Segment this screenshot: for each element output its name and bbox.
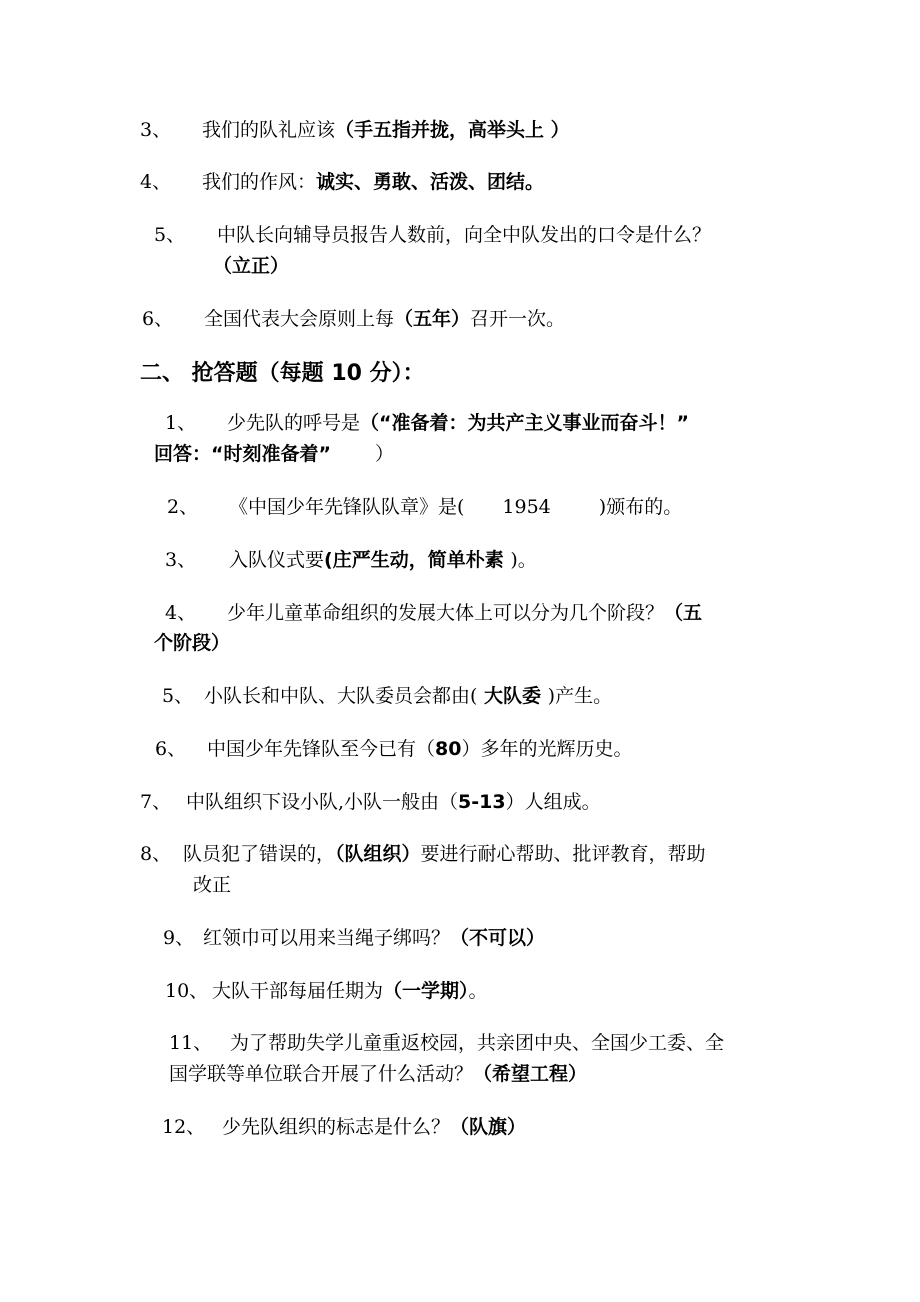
question-number: 3、 [165, 549, 197, 571]
question-number: 9、 [163, 927, 195, 949]
question-p2-2 [167, 495, 682, 519]
answer-text: （不可以） [450, 927, 546, 949]
question-text: 红领巾可以用来当绳子绑吗？ [203, 927, 451, 949]
question-number: 2、 [167, 496, 199, 518]
question-text: 中队长向辅导员报告人数前，向全中队发出的口令是什么？ [217, 224, 712, 246]
question-text: 《中国少年先锋队队章》是( [229, 496, 465, 518]
answer-text: （立正） [213, 255, 290, 277]
question-p1-5-cont [213, 254, 289, 278]
section-heading: 二、 抢答题（每题 10 分）： [140, 361, 425, 386]
answer-text: （“准备着：为共产主义事业而奋斗！” [360, 412, 689, 434]
question-text-post: ） [374, 443, 394, 465]
question-text: 少先队组织的标志是什么？ [222, 1116, 451, 1138]
question-text-post: )。 [510, 549, 537, 571]
question-text: 少先队的呼号是 [227, 412, 361, 434]
question-text: 为了帮助失学儿童重返校园，共亲团中央、全国少工委、全 [230, 1032, 725, 1054]
question-text: 大队干部每届任期为 [212, 980, 384, 1002]
question-number: 6、 [155, 738, 187, 760]
question-text: 入队仪式要 [229, 549, 325, 571]
answer-text: （五年） [394, 308, 471, 330]
question-text-post: 要进行耐心帮助、批评教育，帮助 [420, 843, 706, 865]
question-number: 5、 [162, 685, 194, 707]
question-p2-8-cont [193, 873, 231, 897]
question-text-post: 。 [468, 980, 488, 1002]
answer-text: 1954 [502, 496, 551, 518]
question-text: 我们的作风： [202, 171, 317, 193]
question-p2-6 [155, 737, 632, 761]
question-number: 5、 [154, 224, 186, 246]
answer-text: （队旗） [450, 1116, 527, 1138]
question-p2-8 [140, 842, 706, 866]
question-p2-7 [140, 790, 601, 814]
question-text-post: )产生。 [547, 685, 613, 707]
question-p1-5 [154, 223, 711, 247]
answer-text: （手五指并拢，高举头上 ） [335, 119, 570, 141]
question-p1-4 [140, 170, 544, 194]
question-p2-4 [165, 601, 702, 625]
answer-text: （一学期） [383, 980, 469, 1002]
question-number: 10、 [165, 980, 209, 1002]
question-p2-3 [165, 548, 537, 572]
question-number: 4、 [140, 171, 172, 193]
question-text: 中国少年先锋队至今已有（ [207, 738, 436, 760]
question-number: 1、 [165, 412, 197, 434]
answer-text: 回答：“时刻准备着” [154, 443, 331, 465]
question-p2-1-cont [154, 442, 394, 466]
question-number: 7、 [140, 791, 172, 813]
question-p2-4-cont [154, 631, 230, 655]
answer-text: 80 [435, 738, 462, 760]
question-text: 国学联等单位联合开展了什么活动？ [169, 1063, 474, 1085]
question-text: 全国代表大会原则上每 [204, 308, 395, 330]
question-p2-1 [165, 411, 689, 435]
question-text: 少年儿童革命组织的发展大体上可以分为几个阶段？ [227, 602, 665, 624]
answer-text: 大队委 [477, 685, 548, 707]
question-text-post: ）多年的光辉历史。 [461, 738, 633, 760]
question-p2-5 [162, 684, 612, 708]
answer-text: （队组织） [335, 843, 421, 865]
question-p2-9 [163, 926, 545, 950]
question-number: 4、 [165, 602, 197, 624]
question-text: 小队长和中队、大队委员会都由( [204, 685, 478, 707]
question-number: 11、 [169, 1032, 213, 1054]
question-text-post: 召开一次。 [470, 308, 566, 330]
question-p1-6 [142, 307, 565, 331]
question-p2-12 [162, 1115, 526, 1139]
question-text: 中队组织下设小队,小队一般由（ [186, 791, 459, 813]
answer-text: (庄严生动，简单朴素 [324, 549, 511, 571]
question-p2-10 [165, 979, 488, 1003]
question-number: 6、 [142, 308, 174, 330]
question-text-post: 改正 [193, 874, 232, 896]
answer-text: 5-13 [458, 791, 506, 813]
question-text-post: ）人组成。 [505, 791, 601, 813]
question-text: 队员犯了错误的， [183, 843, 336, 865]
question-p1-3 [140, 118, 570, 142]
question-p2-11 [169, 1031, 724, 1055]
question-number: 12、 [162, 1116, 206, 1138]
answer-text: 个阶段） [154, 632, 231, 654]
answer-text: （希望工程） [473, 1063, 588, 1085]
question-text-post: )颁布的。 [598, 496, 683, 518]
question-number: 3、 [140, 119, 172, 141]
question-number: 8、 [140, 843, 172, 865]
answer-text: （五 [664, 602, 703, 624]
question-text: 我们的队礼应该 [202, 119, 336, 141]
question-p2-11-cont [169, 1062, 587, 1086]
answer-text: 诚实、勇敢、活泼、团结。 [316, 171, 545, 193]
